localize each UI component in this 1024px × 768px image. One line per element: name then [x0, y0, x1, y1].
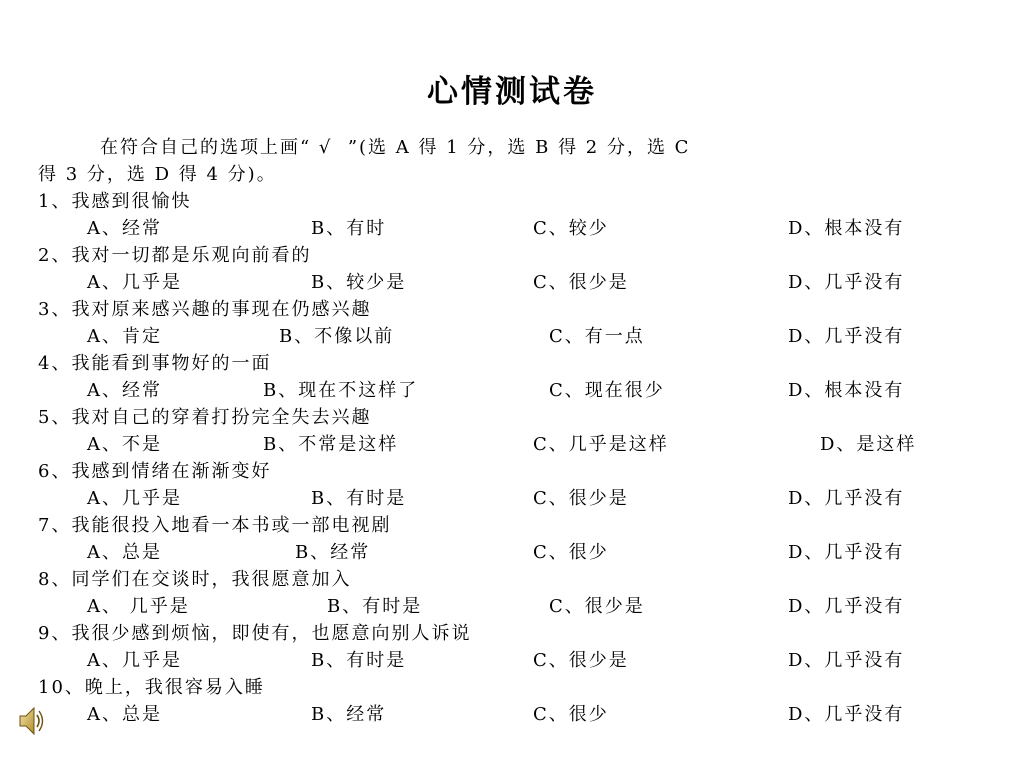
q1-option-b[interactable]: B、有时	[311, 218, 387, 239]
q6-option-a[interactable]: A、几乎是	[87, 488, 182, 509]
q4-option-c[interactable]: C、现在很少	[549, 380, 665, 401]
q4-option-b[interactable]: B、现在不这样了	[263, 380, 419, 401]
question-7: 7、我能很投入地看一本书或一部电视剧	[38, 515, 392, 536]
question-3: 3、我对原来感兴趣的事现在仍感兴趣	[38, 299, 372, 320]
q3-option-b[interactable]: B、不像以前	[279, 326, 395, 347]
q4-option-a[interactable]: A、经常	[87, 380, 162, 401]
q2-option-c[interactable]: C、很少是	[533, 272, 629, 293]
q8-option-a[interactable]: A、 几乎是	[87, 596, 190, 617]
page-title: 心情测试卷	[427, 74, 597, 110]
q9-option-a[interactable]: A、几乎是	[87, 650, 182, 671]
question-9: 9、我很少感到烦恼，即使有，也愿意向别人诉说	[38, 623, 472, 644]
q8-option-b[interactable]: B、有时是	[327, 596, 423, 617]
q5-option-b[interactable]: B、不常是这样	[263, 434, 399, 455]
q4-option-d[interactable]: D、根本没有	[788, 380, 905, 401]
q6-option-d[interactable]: D、几乎没有	[788, 488, 905, 509]
q8-option-d[interactable]: D、几乎没有	[788, 596, 905, 617]
question-10: 10、晚上，我很容易入睡	[38, 677, 265, 698]
question-6: 6、我感到情绪在渐渐变好	[38, 461, 272, 482]
q10-option-b[interactable]: B、经常	[311, 704, 387, 725]
question-5: 5、我对自己的穿着打扮完全失去兴趣	[38, 407, 372, 428]
q5-option-d[interactable]: D、是这样	[820, 434, 917, 455]
q3-option-a[interactable]: A、肯定	[87, 326, 162, 347]
q10-option-a[interactable]: A、总是	[87, 704, 162, 725]
q6-option-b[interactable]: B、有时是	[311, 488, 407, 509]
q10-option-d[interactable]: D、几乎没有	[788, 704, 905, 725]
q3-option-c[interactable]: C、有一点	[549, 326, 645, 347]
q2-option-d[interactable]: D、几乎没有	[788, 272, 905, 293]
q5-option-a[interactable]: A、不是	[87, 434, 162, 455]
q9-option-d[interactable]: D、几乎没有	[788, 650, 905, 671]
q3-option-d[interactable]: D、几乎没有	[788, 326, 905, 347]
q7-option-d[interactable]: D、几乎没有	[788, 542, 905, 563]
q7-option-b[interactable]: B、经常	[295, 542, 371, 563]
q2-option-b[interactable]: B、较少是	[311, 272, 407, 293]
q1-option-a[interactable]: A、经常	[87, 218, 162, 239]
question-2: 2、我对一切都是乐观向前看的	[38, 245, 312, 266]
q6-option-c[interactable]: C、很少是	[533, 488, 629, 509]
instructions-line-1: 在符合自己的选项上画“ √ ”(选 A 得 1 分，选 B 得 2 分，选 C	[100, 137, 691, 158]
q7-option-c[interactable]: C、很少	[533, 542, 609, 563]
q2-option-a[interactable]: A、几乎是	[87, 272, 182, 293]
q1-option-c[interactable]: C、较少	[533, 218, 609, 239]
q1-option-d[interactable]: D、根本没有	[788, 218, 905, 239]
q5-option-c[interactable]: C、几乎是这样	[533, 434, 669, 455]
question-1: 1、我感到很愉快	[38, 191, 192, 212]
q10-option-c[interactable]: C、很少	[533, 704, 609, 725]
q9-option-c[interactable]: C、很少是	[533, 650, 629, 671]
instructions-line-2: 得 3 分，选 D 得 4 分)。	[38, 164, 277, 185]
question-8: 8、同学们在交谈时，我很愿意加入	[38, 569, 352, 590]
q9-option-b[interactable]: B、有时是	[311, 650, 407, 671]
q8-option-c[interactable]: C、很少是	[549, 596, 645, 617]
question-4: 4、我能看到事物好的一面	[38, 353, 272, 374]
q7-option-a[interactable]: A、总是	[87, 542, 162, 563]
speaker-icon[interactable]	[18, 703, 44, 739]
